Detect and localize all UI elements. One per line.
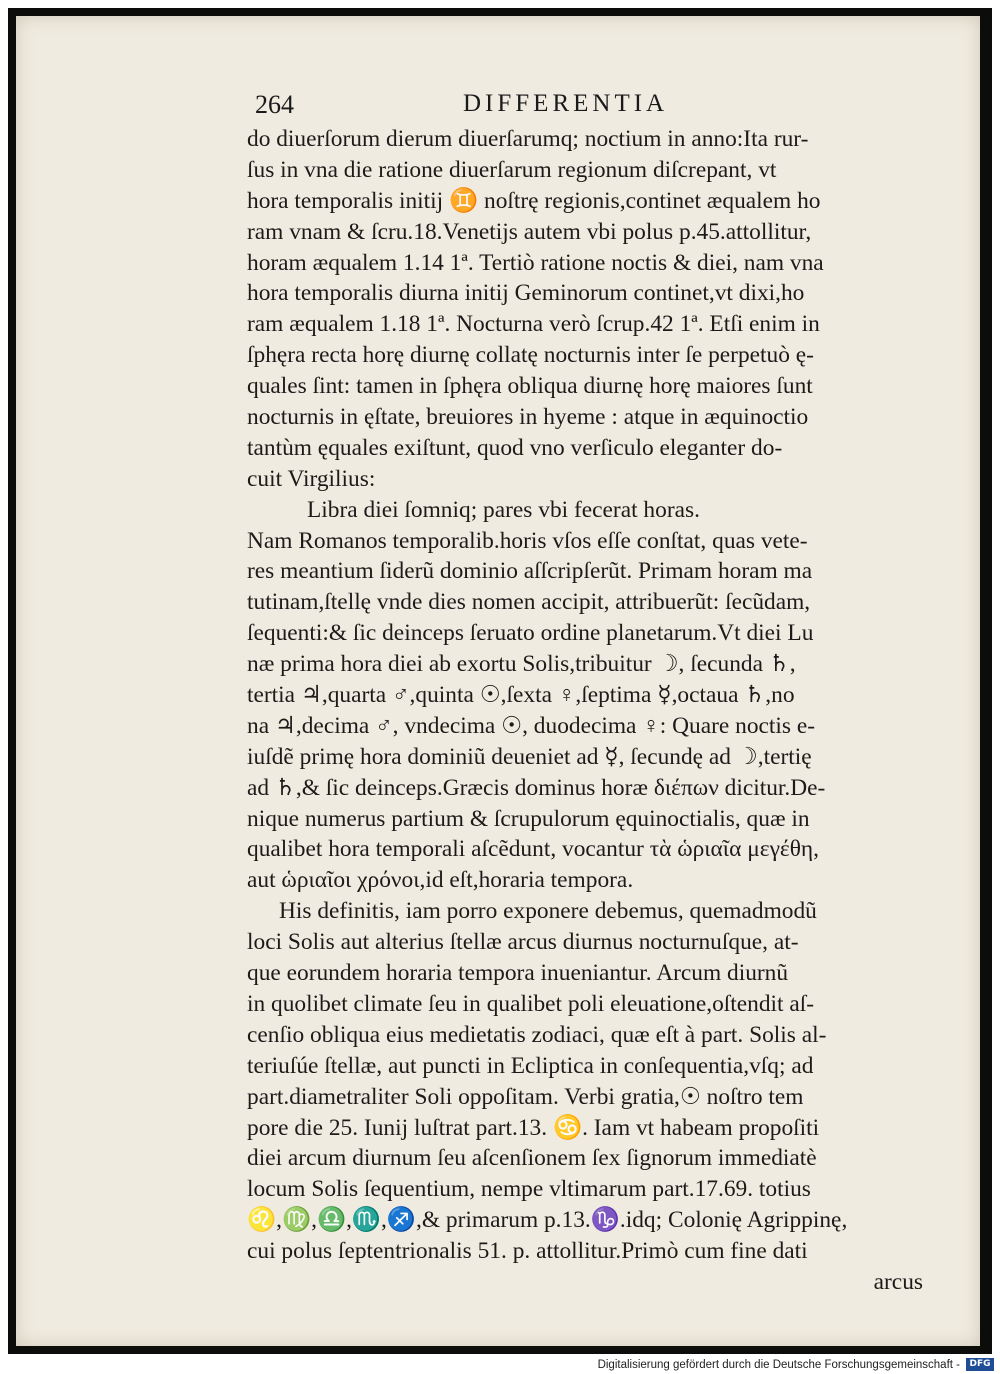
page-number: 264: [255, 90, 294, 119]
text-line: ſequenti:& ſic deinceps ſeruato ordine planetarum.Vt diei Lu: [247, 620, 814, 647]
text-line: tutinam,ſtellę vnde dies nomen accipit, attribuerũt: ſecũdam,: [247, 589, 811, 616]
text-line: næ prima hora diei ab exortu Solis,tribuitur ☽, ſecunda ♄,: [247, 651, 796, 678]
dfg-logo-icon: DFG: [966, 1358, 994, 1371]
text-line: tantùm ęquales exiſtunt, quod vno verſiculo eleganter do-: [247, 434, 783, 461]
text-line: res meantium ſiderũ dominio aſſcripſerũt. Primam horam ma: [247, 558, 813, 585]
text-line: ♌,♍,♎,♏,♐,& primarum p.13.♑.idq; Colonię Agrippinę,: [247, 1207, 848, 1234]
text-line: cuit Virgilius:: [247, 465, 376, 492]
text-line: do diuerſorum dierum diuerſarumq; noctium in anno:Ita rur-: [247, 126, 809, 152]
text-line: que eorundem horaria tempora inueniantur. Arcum diurnũ: [247, 960, 789, 987]
text-line: nocturnis in ęſtate, breuiores in hyeme : atque in æquinoctio: [247, 404, 809, 431]
text-line: part.diametraliter Soli oppoſitam. Verbi gratia,☉ noſtro tem: [247, 1083, 804, 1110]
running-head: DIFFERENTIA: [463, 90, 669, 117]
text-line: hora temporalis initij ♊ noſtrę regionis,continet æqualem ho: [247, 187, 821, 214]
verse-quote: Libra diei ſomniq; pares vbi fecerat horas.: [307, 496, 700, 523]
text-line: na ♃,decima ♂, vndecima ☉, duodecima ♀: Quare noctis e-: [247, 712, 816, 739]
text-line: teriuſúe ſtellæ, aut puncti in Ecliptica in conſequentia,vſq; ad: [247, 1052, 814, 1079]
text-line: ram vnam & ſcru.18.Venetijs autem vbi polus p.45.attollitur,: [247, 218, 812, 245]
text-line: iuſdẽ primę hora dominiũ deueniet ad ☿, ſecundę ad ☽,tertię: [247, 743, 812, 770]
text-line: horam æqualem 1.14 1ª. Tertiò ratione noctis & diei, nam vna: [247, 249, 824, 276]
text-line: pore die 25. Iunij luſtrat part.13. ♋. Iam vt habeam propoſiti: [247, 1114, 820, 1141]
text-line: in quolibet climate ſeu in qualibet poli eleuatione,oſtendit aſ-: [247, 990, 815, 1017]
text-line: ſus in vna die ratione diuerſarum regionum diſcrepant, vt: [247, 156, 777, 183]
text-line: hora temporalis diurna initij Geminorum continet,vt dixi,ho: [247, 280, 805, 307]
text-line: tertia ♃,quarta ♂,quinta ☉,ſexta ♀,ſeptima ☿,octaua ♄,no: [247, 682, 795, 709]
text-line: ram æqualem 1.18 1ª. Nocturna verò ſcrup.42 1ª. Etſi enim in: [247, 311, 820, 338]
text-line: quales ſint: tamen in ſphęra obliqua diurnę horę maiores ſunt: [247, 373, 813, 400]
text-line: Nam Romanos temporalib.horis vſos eſſe conſtat, quas vete-: [247, 527, 808, 554]
text-line: ad ♄,& ſic deinceps.Græcis dominus horæ διέπων dicitur.De-: [247, 774, 826, 801]
text-line: cenſio obliqua eius medietatis zodiaci, quæ eſt à part. Solis al-: [247, 1021, 827, 1048]
text-line: locum Solis ſequentium, nempe vltimarum part.17.69. totius: [247, 1176, 811, 1203]
text-line: nique numerus partium & ſcrupulorum ęquinoctialis, quæ in: [247, 805, 810, 832]
text-line: loci Solis aut alterius ſtellæ arcus diurnus nocturnuſque, at-: [247, 929, 799, 956]
funding-credit: Digitalisierung gefördert durch die Deutsche Forschungsgemeinschaft -: [597, 1359, 960, 1371]
text-line: diei arcum diurnum ſeu aſcenſionem ſex ſignorum immediatè: [247, 1145, 817, 1172]
body-text: [247, 124, 923, 1298]
text-line: qualibet hora temporali aſcẽdunt, vocantur τὰ ὡριαῖα μεγέθη,: [247, 836, 820, 863]
footer-bar: [0, 1356, 1000, 1374]
text-line: cui polus ſeptentrionalis 51. p. attollitur.Primò cum fine dati: [247, 1238, 808, 1265]
catchword: arcus: [873, 1268, 923, 1295]
text-line: aut ὡριαῖοι χρόνοι,id eſt,horaria tempora.: [247, 867, 634, 894]
text-line: ſphęra recta horę diurnę collatę nocturnis inter ſe perpetuò ę-: [247, 342, 814, 369]
text-line: His definitis, iam porro exponere debemus, quemadmodũ: [279, 898, 817, 925]
